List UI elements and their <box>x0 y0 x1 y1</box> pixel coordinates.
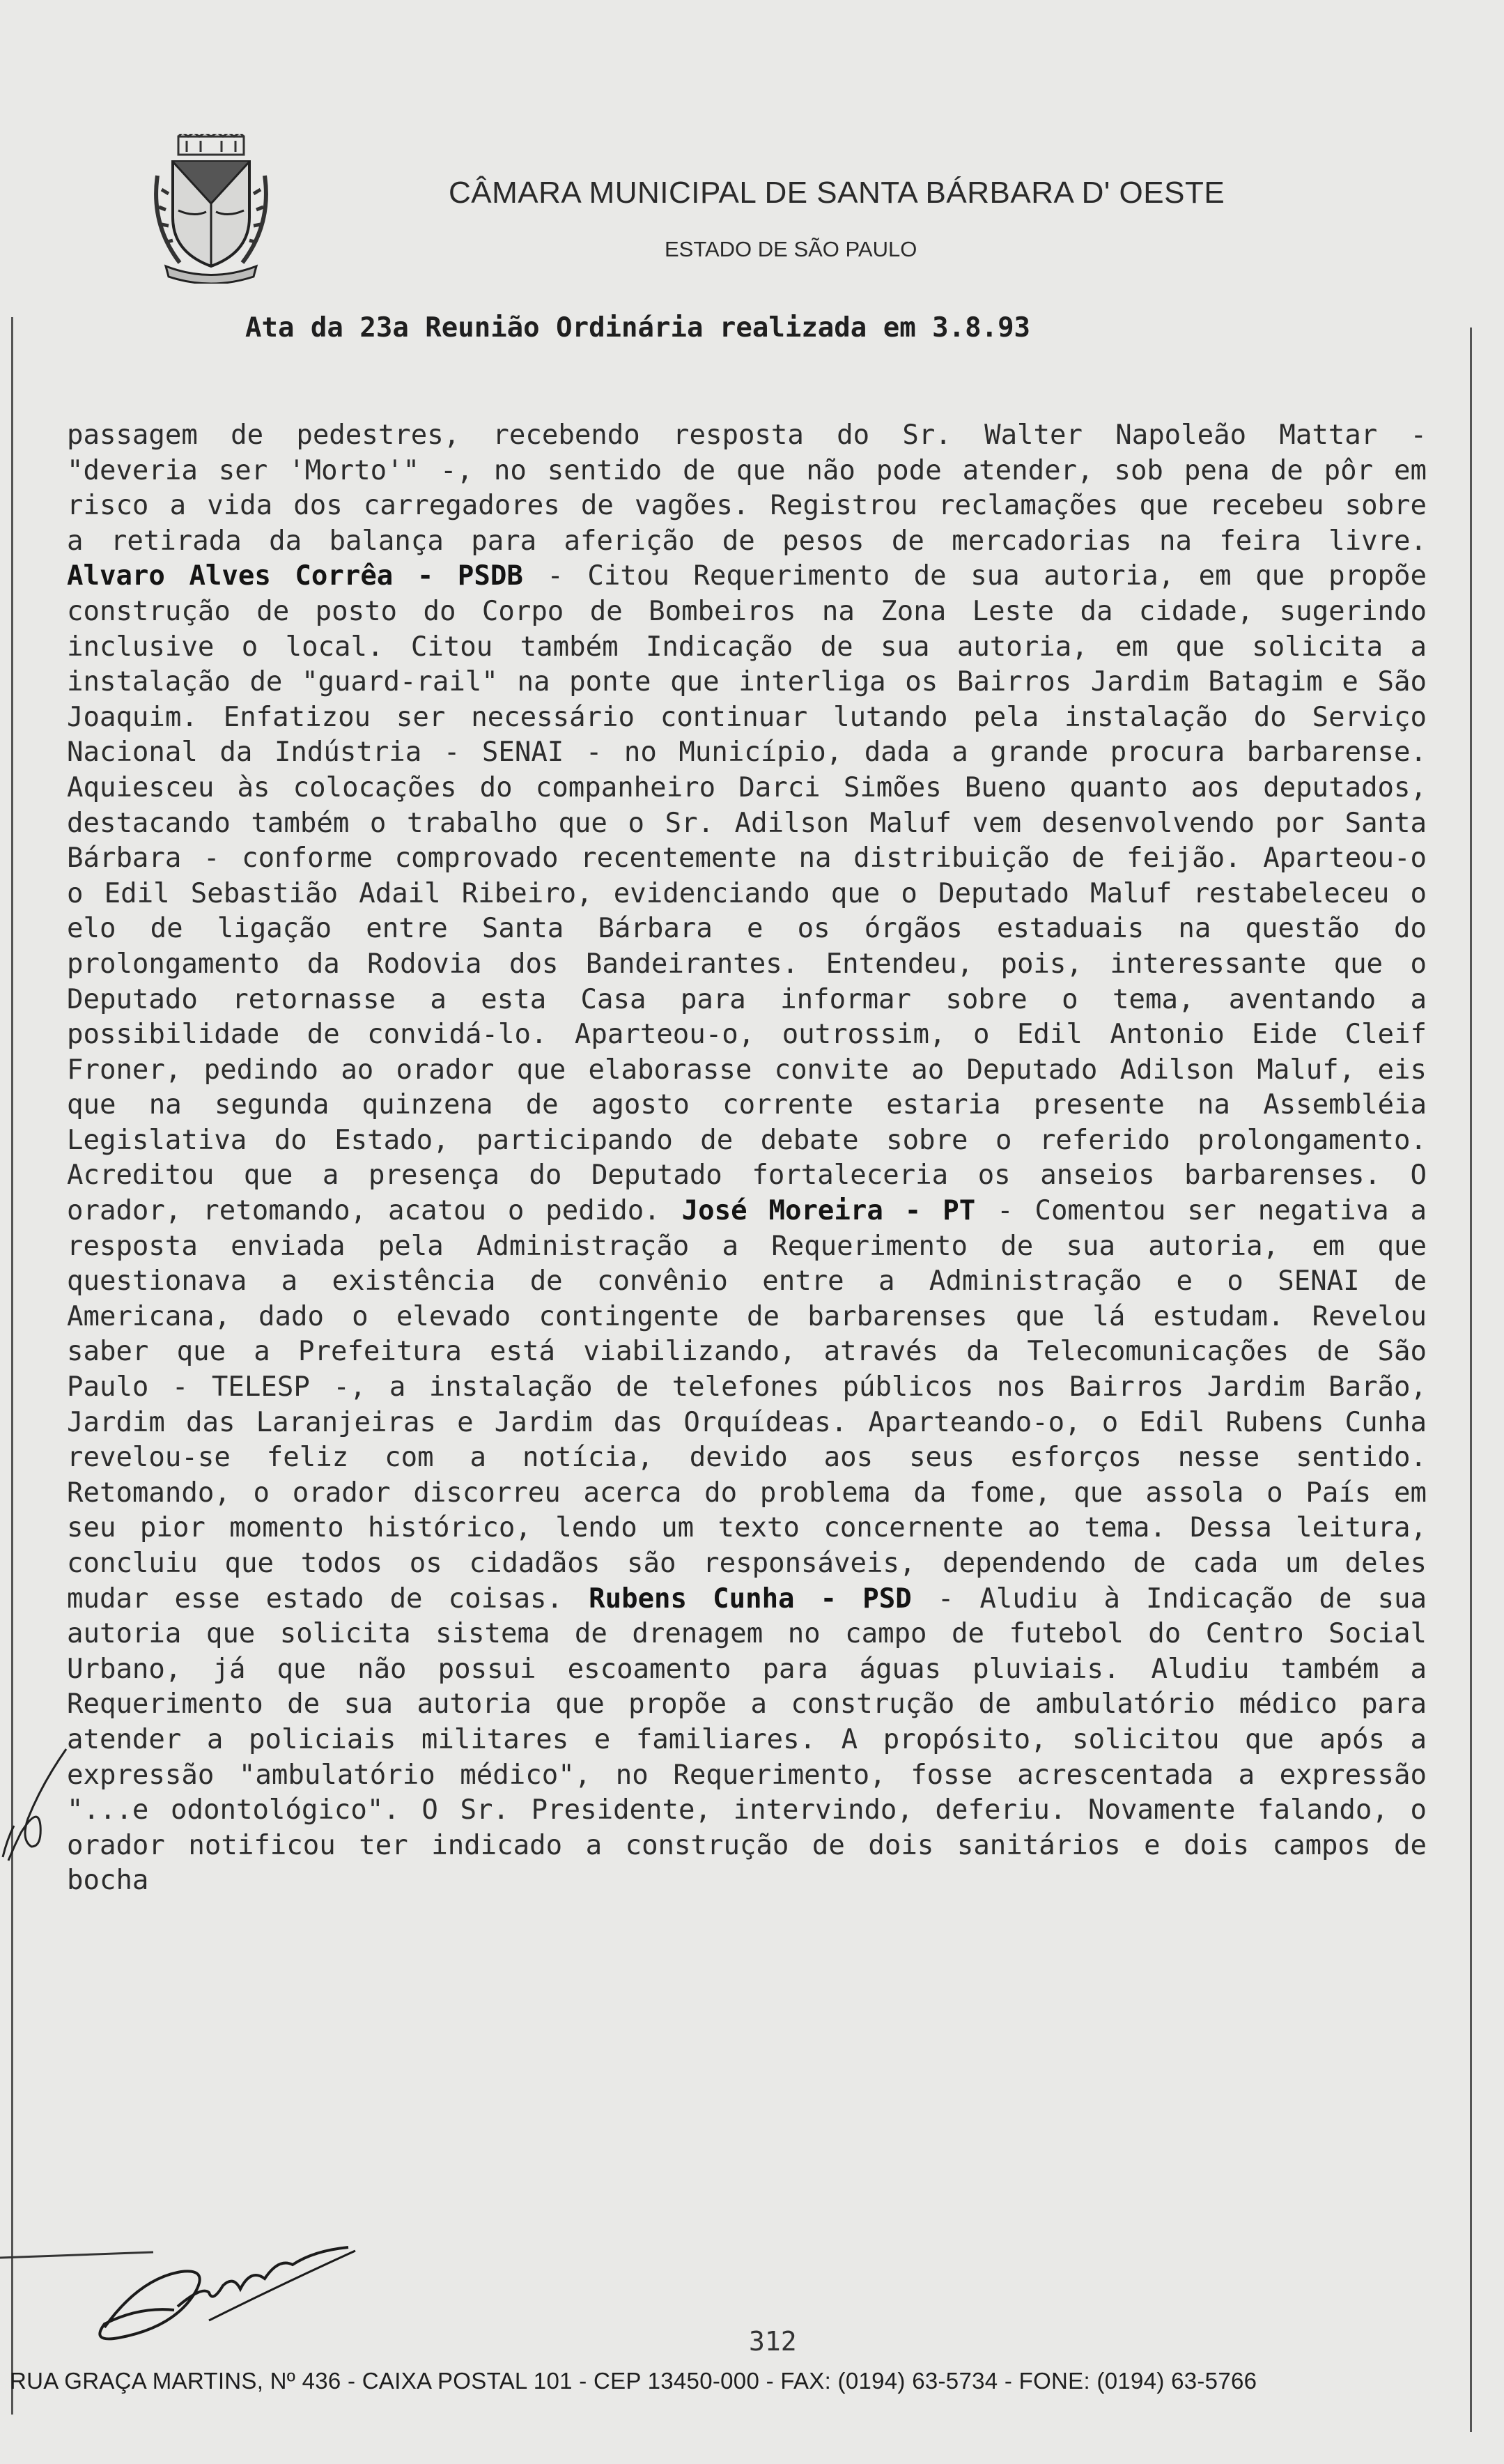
margin-initials-signature <box>0 1742 91 1881</box>
right-margin-rule <box>1470 328 1472 2432</box>
page-number: 312 <box>749 2326 797 2357</box>
speaker-alvaro: Alvaro Alves Corrêa - PSDB <box>67 560 523 592</box>
paragraph-2: - Citou Requerimento de sua autoria, em que propõe construção de posto do Corpo de Bombeiros na Zona Leste da cidade, sugerindo inclusive o local. Citou também Indicação de sua autoria, em que solicita a instalação de "guard-rail" na ponte que interliga os Bairros Jardim Batagim e São Joaquim. Enfatizou ser necessário continuar lutando pela instalação do Serviço Nacional da Indústria - SENAI - no Município, dada a grande procura barbarense. Aquiesceu às colocações do companheiro Darci Simões Bueno quanto aos deputados, destacando também o trabalho que o Sr. Adilson Maluf vem desenvolvendo por Santa Bárbara - conforme comprovado recentemente na distribuição de feijão. Aparteou-o o Edil Sebastião Adail Ribeiro, evidenciando que o Deputado Maluf restabeleceu o elo de ligação entre Santa Bárbara e os órgãos estaduais na questão do prolongamento da Rodovia dos Bandeirantes. Entendeu, pois, interessante que o Deputado retornasse a esta Casa para informar sobre o tema, aventando a possibilidade de convidá-lo. Aparteou-o, outrossim, o Edil Antonio Eide Cleif Froner, pedindo ao orador que elaborasse convite ao Deputado Adilson Maluf, eis que na segunda quinzena de agosto corrente estaria presente na Assembléia Legislativa do Estado, participando de debate sobre o referido prolongamento. Acreditou que a presença do Deputado fortaleceria os anseios barbarenses. O orador, retomando, acatou o pedido. <box>67 560 1427 1227</box>
municipal-coat-of-arms <box>152 134 270 284</box>
paragraph-3: - Comentou ser negativa a resposta enviada pela Administração a Requerimento de sua autoria, em que questionava a existência de convênio entre a Administração e o SENAI de Americana, dado o elevado contingente de barbarenses que lá estudam. Revelou saber que a Prefeitura está viabilizando, através da Telecomunicações de São Paulo - TELESP -, a instalação de telefones públicos nos Bairros Jardim Barão, Jardim das Laranjeiras e Jardim das Orquídeas. Aparteando-o, o Edil Rubens Cunha revelou-se feliz com a notícia, devido aos seus esforços nesse sentido. Retomando, o orador discorreu acerca do problema da fome, que assola o País em seu pior momento histórico, lendo um texto concernente ao tema. Dessa leitura, concluiu que todos os cidadãos são responsáveis, dependendo de cada um deles mudar esse estado de coisas. <box>67 1195 1427 1615</box>
paragraph-1: passagem de pedestres, recebendo resposta do Sr. Walter Napoleão Mattar - "deveria ser 'Morto'" -, no sentido de que não pode atender, sob pena de pôr em risco a vida dos carregadores de vagões. Registrou reclamações que recebeu sobre a retirada da balança para aferição de pesos de mercadorias na feira livre. <box>67 419 1427 557</box>
left-margin-rule <box>11 317 13 2415</box>
speaker-jose: José Moreira - PT <box>681 1195 976 1227</box>
organization-state: ESTADO DE SÃO PAULO <box>665 237 917 261</box>
minutes-title: Ata da 23a Reunião Ordinária realizada em 3.8.93 <box>245 312 1031 344</box>
paragraph-4: - Aludiu à Indicação de sua autoria que solicita sistema de drenagem no campo de futebol do Centro Social Urbano, já que não possui escoamento para águas pluviais. Aludiu também a Requerimento de sua autoria que propõe a construção de ambulatório médico para atender a policiais militares e familiares. A propósito, solicitou que após a expressão "ambulatório médico", no Requerimento, fosse acrescentada a expressão "...e odontológico". O Sr. Presidente, intervindo, deferiu. Novamente falando, o orador notificou ter indicado a construção de dois sanitários e dois campos de bocha <box>67 1583 1427 1897</box>
organization-name: CÂMARA MUNICIPAL DE SANTA BÁRBARA D' OESTE <box>449 176 1225 210</box>
address-footer: RUA GRAÇA MARTINS, Nº 436 - CAIXA POSTAL 101 - CEP 13450-000 - FAX: (0194) 63-5734 - FONE: (0194) 63-5766 <box>10 2368 1257 2394</box>
speaker-rubens: Rubens Cunha - PSD <box>589 1583 912 1615</box>
minutes-body <box>67 418 1427 1899</box>
signature <box>0 2188 390 2355</box>
